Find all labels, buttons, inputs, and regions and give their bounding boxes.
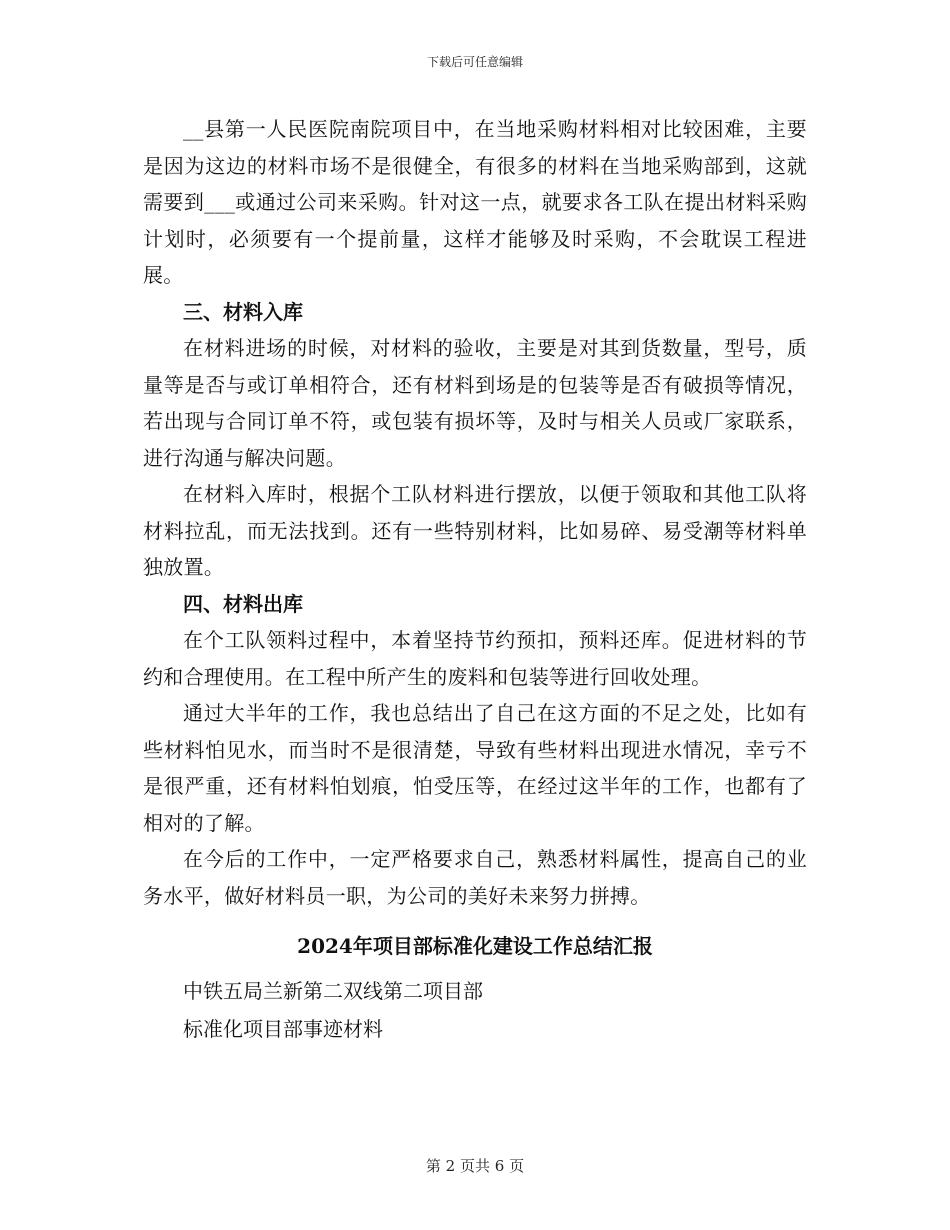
paragraph-procurement: __县第一人民医院南院项目中，在当地采购材料相对比较困难，主要是因为这边的材料市场不是很健全，有很多的材料在当地采购部到，这就需要到___或通过公司来采购。针对这一点，就要求各工队在提出材料采购计划时，必须要有一个提前量，这样才能够及时采购，不会耽误工程进展。 <box>143 117 807 287</box>
page-header: 下载后可任意编辑 <box>426 55 523 69</box>
paragraph-inspection: 在材料进场的时候，对材料的验收，主要是对其到货数量，型号，质量等是否与或订单相符合，还有材料到场是的包装等是否有破损等情况，若出现与合同订单不符，或包装有损坏等，及时与相关人员或厂家联系，进行沟通与解决问题。 <box>143 336 807 470</box>
document-body <box>143 111 807 1048</box>
section-heading-warehousing: 三、材料入库 <box>183 299 303 324</box>
subtitle-material: 标准化项目部事迹材料 <box>183 1017 383 1041</box>
subtitle-organization: 中铁五局兰新第二双线第二项目部 <box>183 979 483 1003</box>
section-heading-outbound: 四、材料出库 <box>183 591 303 616</box>
document-title: 2024年项目部标准化建设工作总结汇报 <box>297 934 653 958</box>
page-number: 第 2 页共 6 页 <box>425 1157 525 1175</box>
paragraph-outbound: 在个工队领料过程中，本着坚持节约预扣，预料还库。促进材料的节约和合理使用。在工程中所产生的废料和包装等进行回收处理。 <box>143 628 807 689</box>
paragraph-storage: 在材料入库时，根据个工队材料进行摆放，以便于领取和其他工队将材料拉乱，而无法找到。还有一些特别材料，比如易碎、易受潮等材料单独放置。 <box>143 482 807 579</box>
paragraph-shortcomings: 通过大半年的工作，我也总结出了自己在这方面的不足之处，比如有些材料怕见水，而当时不是很清楚，导致有些材料出现进水情况，幸亏不是很严重，还有材料怕划痕，怕受压等，在经过这半年的工作，也都有了相对的了解。 <box>143 701 807 835</box>
paragraph-future: 在今后的工作中，一定严格要求自己，熟悉材料属性，提高自己的业务水平，做好材料员一职，为公司的美好未来努力拼搏。 <box>143 847 807 908</box>
